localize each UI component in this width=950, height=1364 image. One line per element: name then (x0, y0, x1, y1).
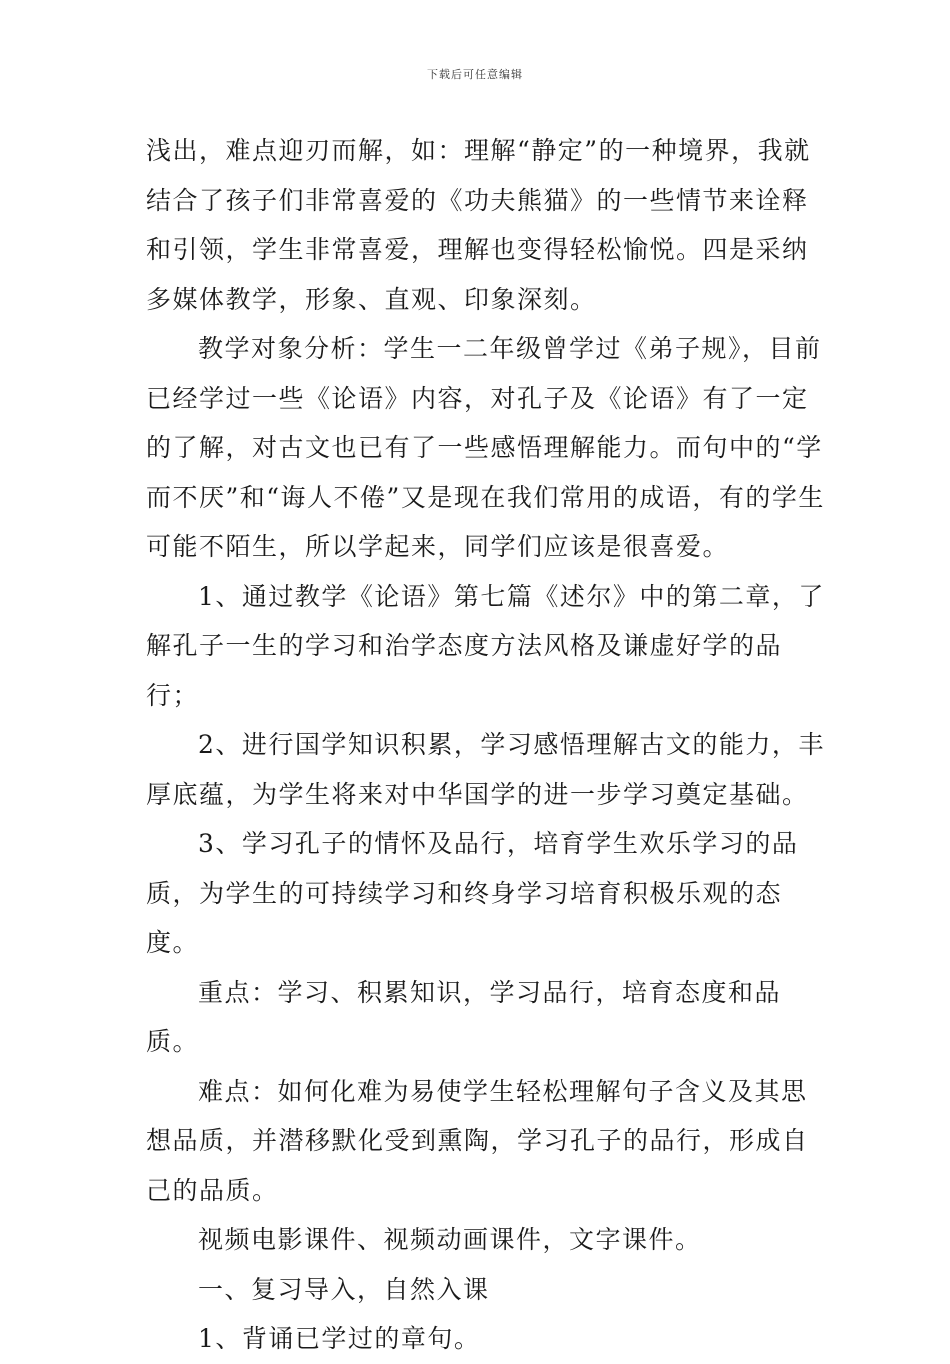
paragraph-objective-1: 1、通过教学《论语》第七篇《述尔》中的第二章，了解孔子一生的学习和治学态度方法风格及谦虚好学的品行； (146, 581, 825, 710)
paragraph-objective-3: 3、学习孔子的情怀及品行，培育学生欢乐学习的品质，为学生的可持续学习和终身学习培育积极乐观的态度。 (146, 829, 799, 957)
paragraph-step-1: 1、背诵已学过的章句。 (198, 1324, 481, 1353)
paragraph-key-points: 重点：学习、积累知识，学习品行，培育态度和品质。 (146, 977, 782, 1056)
page-header: 下载后可任意编辑 (427, 68, 523, 81)
paragraph-student-analysis: 教学对象分析：学生一二年级曾学过《弟子规》，目前已经学过一些《论语》内容，对孔子及《论语》有了一定的了解，对古文也已有了一些感悟理解能力。而句中的“学而不厌”和“诲人不倦”又是现在我们常用的成语，有的学生可能不陌生，所以学起来，同学们应该是很喜爱。 (146, 334, 825, 561)
paragraph-objective-2: 2、进行国学知识积累，学习感悟理解古文的能力，丰厚底蕴，为学生将来对中华国学的进一步学习奠定基础。 (146, 730, 825, 809)
paragraph-materials: 视频电影课件、视频动画课件，文字课件。 (198, 1225, 702, 1254)
paragraph-difficulties: 难点：如何化难为易使学生轻松理解句子含义及其思想品质，并潜移默化受到熏陶，学习孔子的品行，形成自己的品质。 (146, 1076, 809, 1205)
paragraph-continuation: 浅出，难点迎刃而解，如：理解“静定”的一种境界，我就结合了孩子们非常喜爱的《功夫熊猫》的一些情节来诠释和引领，学生非常喜爱，理解也变得轻松愉悦。四是采纳多媒体教学，形象、直观、印象深刻。 (146, 136, 811, 314)
document-body (146, 126, 826, 1364)
paragraph-section-heading: 一、复习导入，自然入课 (198, 1274, 490, 1304)
